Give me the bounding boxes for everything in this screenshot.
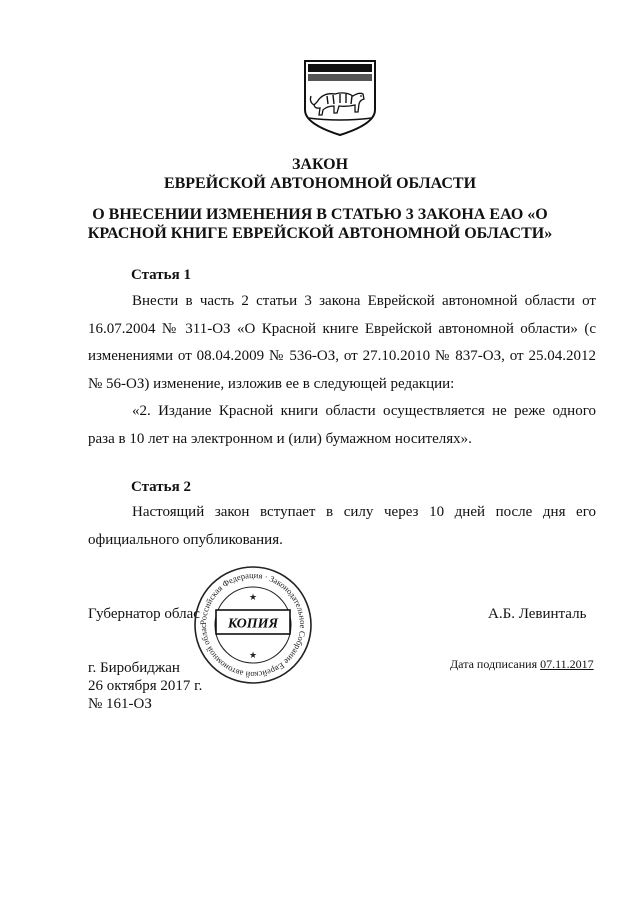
article-1-paragraph-2 <box>88 398 596 453</box>
document-title-region: ЕВРЕЙСКОЙ АВТОНОМНОЙ ОБЛАСТИ <box>163 175 477 192</box>
city: г. Биробиджан <box>88 660 180 676</box>
law-number: № 161-ОЗ <box>88 696 152 712</box>
signing-date-value: 07.11.2017 <box>540 657 594 671</box>
document-subtitle-line-1: О ВНЕСЕНИИ ИЗМЕНЕНИЯ В СТАТЬЮ 3 ЗАКОНА ЕАО «О <box>92 206 548 223</box>
stamp-center-text: КОПИЯ <box>227 616 279 632</box>
article-1-paragraph-1 <box>88 288 596 398</box>
article-2-heading: Статья 2 <box>131 479 191 495</box>
article-2-p1-line-1: Настоящий закон вступает в силу через 10 дней после дня его <box>132 504 596 520</box>
governor-name: А.Б. Левинталь <box>488 606 587 622</box>
article-1-p1-line-3: изменениями от 08.04.2009 № 536-ОЗ, от 27.10.2010 № 837-ОЗ, от 25.04.2012 <box>88 348 596 364</box>
signing-date <box>450 656 594 672</box>
article-1-p2-line-1: «2. Издание Красной книги области осуществляется не реже одного <box>132 403 596 419</box>
document-subtitle-line-2: КРАСНОЙ КНИГЕ ЕВРЕЙСКОЙ АВТОНОМНОЙ ОБЛАСТИ» <box>87 225 553 242</box>
article-1-p1-line-2: 16.07.2004 № 311-ОЗ «О Красной книге Еврейской автономной области» (с <box>88 320 596 337</box>
article-2-p1-line-2: официального опубликования. <box>88 531 283 548</box>
coat-of-arms-emblem <box>301 58 379 138</box>
article-1-p2-line-2: раза в 10 лет на электронном и (или) бумажном носителях». <box>88 430 472 447</box>
article-1-p1-line-4: № 56-ОЗ) изменение, изложив ее в следующей редакции: <box>88 375 455 392</box>
article-1-heading: Статья 1 <box>131 267 191 283</box>
article-2-paragraph-1 <box>88 499 596 554</box>
stamp-star-icon-bottom: ★ <box>248 651 258 661</box>
stamp-star-icon: ★ <box>248 593 258 603</box>
document-title: ЗАКОН <box>291 156 349 173</box>
article-1-p1-line-1: Внести в часть 2 статьи 3 закона Еврейской автономной области от <box>132 293 596 309</box>
governor-position: Губернатор облас <box>88 606 200 622</box>
signing-date-label: Дата подписания <box>450 657 538 671</box>
official-stamp <box>192 564 314 686</box>
adoption-date: 26 октября 2017 г. <box>88 678 203 694</box>
stamp-ring-text: Российская Федерация · Законодательное Собрание Еврейской автономной облас <box>197 569 309 681</box>
